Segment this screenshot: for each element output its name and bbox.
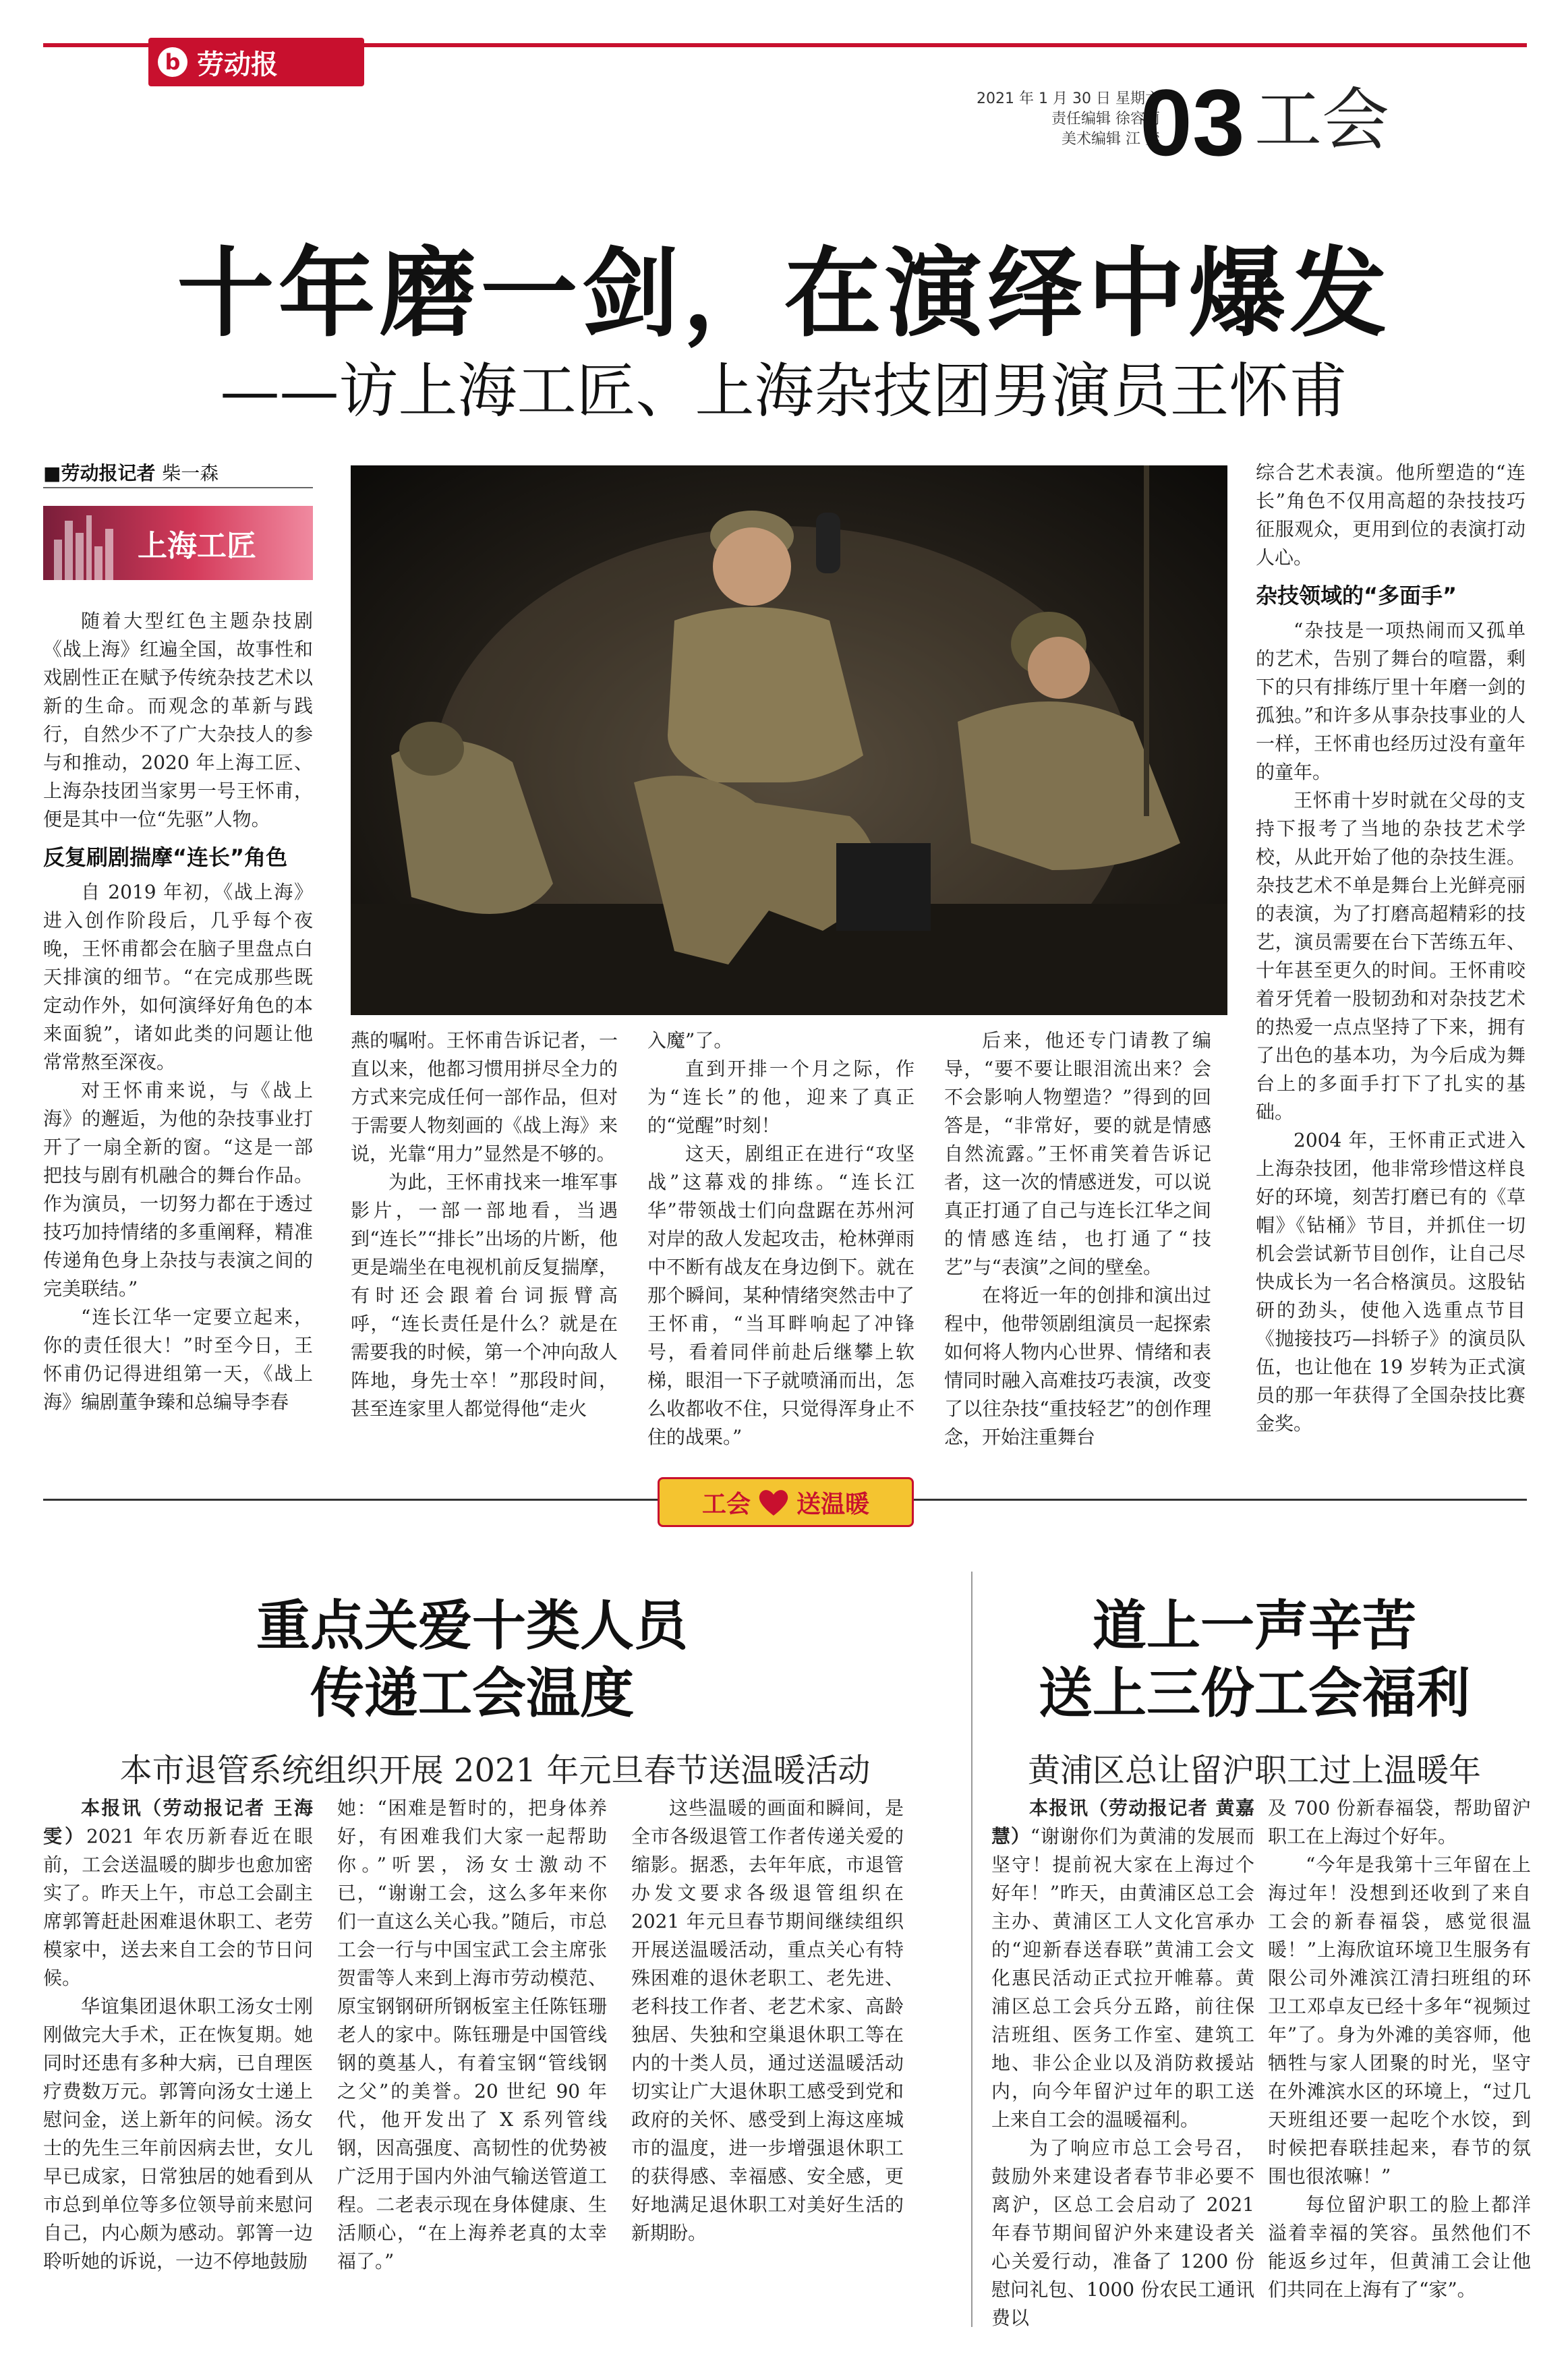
logo-b-icon: b: [158, 47, 187, 77]
page-number: 03: [1140, 69, 1245, 175]
story-right-title-line1: 道上一声辛苦: [1093, 1594, 1416, 1657]
feature-paragraph: 综合艺术表演。他所塑造的“连长”角色不仅用高超的杂技技巧征服观众，更用到位的表演打动人心。: [1256, 461, 1526, 569]
feature-paragraph: 为此，王怀甫找来一堆军事影片，一部一部地看，当遇到“连长”“排长”出场的片断，他更是端坐在电视机前反复揣摩，有时还会跟着台词振臂高呼，“连长责任是什么？就是在需要我的时候，第一个冲向敌人阵地，身先士卒！”那段时间，甚至连家里人都觉得他“走火: [351, 1171, 618, 1420]
art-editor: 美术编辑 江 奕: [1062, 131, 1160, 148]
feature-paragraph: “杂技是一项热闹而又孤单的艺术，告别了舞台的喧嚣，剩下的只有排练厅里十年磨一剑的孤独。”和许多从事杂技事业的人一样，王怀甫也经历过没有童年的童年。: [1256, 619, 1526, 783]
story-right-column-2: [1268, 1794, 1531, 2304]
union-warmth-banner: [658, 1477, 914, 1527]
feature-intro: 随着大型红色主题杂技剧《战上海》红遍全国，故事性和戏剧性正在赋予传统杂技艺术以新的生命。而观念的革新与践行，自然少不了广大杂技人的参与和推动，2020 年上海工匠、上海杂技团当家男一号王怀甫，便是其中一位“先驱”人物。: [43, 610, 313, 830]
feature-paragraph: 燕的嘱咐。王怀甫告诉记者，一直以来，他都习惯用拼尽全力的方式来完成任何一部作品，但对于需要人物刻画的《战上海》来说，光靠“用力”显然是不够的。: [351, 1029, 618, 1165]
story-left-title-line1: 重点关爱十类人员: [256, 1594, 688, 1657]
feature-paragraph: 王怀甫十岁时就在父母的支持下报考了当地的杂技艺术学校，从此开始了他的杂技生涯。杂技艺术不单是舞台上光鲜亮丽的表演，为了打磨高超精彩的技艺，演员需要在台下苦练五年、十年甚至更久的时间。王怀甫咬着牙凭着一股韧劲和对杂技艺术的热爱一点点坚持了下来，拥有了出色的基本功，为今后成为舞台上的多面手打下了扎实的基础。: [1256, 789, 1526, 1123]
feature-byline: [43, 459, 219, 486]
story-right-column-1: [991, 1794, 1254, 2332]
feature-paragraph: 对王怀甫来说，与《战上海》的邂逅，为他的杂技事业打开了一扇全新的窗。“这是一部把技与剧有机融合的舞台作品。作为演员，一切努力都在于透过技巧加持情绪的多重阐释，精准传递角色身上杂技与表演之间的完美联结。”: [43, 1079, 313, 1300]
feature-paragraph: “连长江华一定要立起来，你的责任很大！”时至今日，王怀甫仍记得进组第一天，《战上海》编剧董争臻和总编导李春: [43, 1306, 313, 1413]
feature-column-3: [647, 1027, 914, 1452]
banner-left-text: 工会: [701, 1490, 751, 1518]
feature-paragraph: 后来，他还专门请教了编导，“要不要让眼泪流出来？会不会影响人物塑造？”得到的回答是，“非常好，要的就是情感自然流露。”王怀甫笑着告诉记者，这一次的情感迸发，可以说真正打通了自己与连长江华之间的情感连结，也打通了“技艺”与“表演”之间的壁垒。: [944, 1029, 1211, 1278]
feature-paragraph: 在将近一年的创排和演出过程中，他带领剧组演员一起探索如何将人物内心世界、情绪和表情同时融入高难技巧表演，改变了以往杂技“重技轻艺”的创作理念，开始注重舞台: [944, 1284, 1211, 1448]
story-left-column-1: [43, 1794, 313, 2276]
story-column-divider: [971, 1572, 972, 2327]
story-left-column-3: [631, 1794, 904, 2247]
feature-column-1: [43, 607, 313, 1416]
feature-column-4: [944, 1027, 1211, 1452]
story-right-subtitle: 黄浦区总让留沪职工过上温暖年: [1027, 1752, 1481, 1789]
story-paragraph: 及 700 份新春福袋，帮助留沪职工在上海过个好年。: [1268, 1797, 1531, 1847]
story-paragraph: 华谊集团退休职工汤女士刚刚做完大手术，正在恢复期。她同时还患有多种大病，已自理医疗费数万元。郭箐向汤女士递上慰问金，送上新年的问候。汤女士的先生三年前因病去世，女儿早已成家，日常独居的她看到从市总到单位等多位领导前来慰问自己，内心颇为感动。郭箐一边聆听她的诉说，一边不停地鼓励: [43, 1995, 313, 2272]
story-paragraph: 为了响应市总工会号召，鼓励外来建设者春节非必要不离沪，区总工会启动了 2021 年春节期间留沪外来建设者关心关爱行动，准备了 1200 份慰问礼包、1000 份农民工通讯费以: [991, 2137, 1254, 2329]
story-left-subtitle: 本市退管系统组织开展 2021 年元旦春节送温暖活动: [119, 1752, 871, 1789]
story-right-title: [985, 1592, 1524, 1727]
heart-icon: [757, 1487, 790, 1517]
story-left-title-line2: 传递工会温度: [310, 1661, 634, 1725]
responsible-editor: 责任编辑 徐容莉: [1051, 111, 1160, 127]
story-left-title: [135, 1592, 809, 1727]
byline-label: ■劳动报记者: [43, 462, 156, 484]
edition-info: [937, 89, 1160, 150]
feature-paragraph: 直到开排一个月之际，作为“连长”的他，迎来了真正的“觉醒”时刻！: [647, 1058, 914, 1137]
stage-performance-photo: [351, 465, 1227, 1015]
feature-column-2: [351, 1027, 618, 1423]
skyline-icon: [50, 513, 124, 580]
story-right-title-line2: 送上三份工会福利: [1039, 1661, 1470, 1725]
story-right-lead: 本报讯（劳动报记者 黄嘉慧）: [991, 1797, 1254, 1847]
feature-section-heading-2: 杂技领域的“多面手”: [1256, 583, 1457, 608]
paper-name: 劳动报: [197, 49, 278, 80]
newspaper-logo: [148, 38, 364, 86]
story-left-column-2: [337, 1794, 607, 2276]
banner-right-text: 送温暖: [796, 1490, 870, 1518]
feature-section-heading-1: 反复刷剧揣摩“连长”角色: [43, 844, 288, 870]
story-paragraph: 她：“困难是暂时的，把身体养好，有困难我们大家一起帮助你。”听罢，汤女士激动不已，“谢谢工会，这么多年来你们一直这么关心我。”随后，市总工会一行与中国宝武工会主席张贺雷等人来到上海市劳动模范、原宝钢钢研所钢板室主任陈钰珊老人的家中。陈钰珊是中国管线钢的奠基人，有着宝钢“管线钢之父”的美誉。20 世纪 90 年代，他开发出了 X 系列管线钢，因高强度、高韧性的优势被广泛用于国内外油气输送管道工程。二老表示现在身体健康、生活顺心，“在上海养老真的太幸福了。”: [337, 1797, 607, 2272]
story-paragraph: “谢谢你们为黄浦的发展而坚守！提前祝大家在上海过个好年！”昨天，由黄浦区总工会主办、黄浦区工人文化宫承办的“迎新春送春联”黄浦工会文化惠民活动正式拉开帷幕。黄浦区总工会兵分五路，前往保洁班组、医务工作室、建筑工地、非公企业以及消防救援站内，向今年留沪过年的职工送上来自工会的温暖福利。: [991, 1825, 1254, 2131]
section-name: 工会: [1254, 80, 1389, 159]
feature-paragraph: 2004 年，王怀甫正式进入上海杂技团，他非常珍惜这样良好的环境，刻苦打磨已有的《草帽》《钻桶》节目，并抓住一切机会尝试新节目创作，让自己尽快成长为一名合格演员。这股钻研的劲头，使他入选重点节目《抛接技巧—抖轿子》的演员队伍，也让他在 19 岁转为正式演员的那一年获得了全国杂技比赛金奖。: [1256, 1129, 1526, 1435]
feature-subheadline: ——访上海工匠、上海杂技团男演员王怀甫: [220, 356, 1348, 426]
byline-name: 柴一森: [162, 462, 219, 484]
badge-text: 上海工匠: [138, 529, 256, 563]
byline-rule: [43, 487, 313, 488]
story-paragraph: “今年是我第十三年留在上海过年！没想到还收到了来自工会的新春福袋，感觉很温暖！”上海欣谊环境卫生服务有限公司外滩滨江清扫班组的环卫工邓卓友已经十多年“视频过年”了。身为外滩的美容师，他牺牲与家人团聚的时光，坚守在外滩滨水区的环境上，“过几天班组还要一起吃个水饺，到时候把春联挂起来，春节的氛围也很浓嘛！”: [1268, 1854, 1531, 2187]
feature-headline: 十年磨一剑，在演绎中爆发: [177, 236, 1391, 350]
feature-paragraph: 这天，剧组正在进行“攻坚战”这幕戏的排练。“连长江华”带领战士们向盘踞在苏州河对岸的敌人发起攻击，枪林弹雨中不断有战友在身边倒下。就在那个瞬间，某种情绪突然击中了王怀甫，“当耳畔响起了冲锋号，看着同伴前赴后继攀上软梯，眼泪一下子就喷涌而出，怎么收都收不住，只觉得浑身止不住的战栗。”: [647, 1143, 914, 1448]
story-paragraph: 这些温暖的画面和瞬间，是全市各级退管工作者传递关爱的缩影。据悉，去年年底，市退管办发文要求各级退管组织在 2021 年元旦春节期间继续组织开展送温暖活动，重点关心有特殊困难的退休老职工、老先进、老科技工作者、老艺术家、高龄独居、失独和空巢退休职工等在内的十类人员，通过送温暖活动切实让广大退休职工感受到党和政府的关怀、感受到上海这座城市的温度，进一步增强退休职工的获得感、幸福感、安全感，更好地满足退休职工对美好生活的新期盼。: [631, 1797, 904, 2244]
shanghai-craftsman-badge: [43, 506, 313, 580]
feature-paragraph: 自 2019 年初，《战上海》进入创作阶段后，几乎每个夜晚，王怀甫都会在脑子里盘点白天排演的细节。“在完成那些既定动作外，如何演绎好角色的本来面貌”，诸如此类的问题让他常常熬至深夜。: [43, 881, 313, 1073]
feature-column-5: [1256, 459, 1526, 1438]
story-paragraph: 每位留沪职工的脸上都洋溢着幸福的笑容。虽然他们不能返乡过年，但黄浦工会让他们共同在上海有了“家”。: [1268, 2193, 1531, 2301]
edition-date: 2021 年 1 月 30 日 星期六: [977, 90, 1160, 107]
story-left-lead: 本报讯（劳动报记者 王海雯）: [43, 1797, 313, 1847]
feature-paragraph: 入魔”了。: [647, 1029, 733, 1052]
story-paragraph: 2021 年农历新春近在眼前，工会送温暖的脚步也愈加密实了。昨天上午，市总工会副主席郭箐赶赴困难退休职工、老劳模家中，送去来自工会的节日问候。: [43, 1825, 313, 1989]
